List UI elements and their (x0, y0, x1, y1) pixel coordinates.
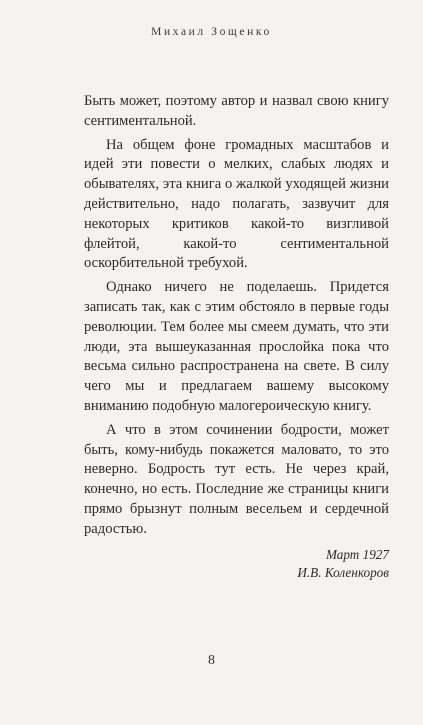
page-number: 8 (208, 653, 215, 668)
paragraph: На общем фоне громадных масштабов и идей эти повести о мелких, слабых людях и обывателях, эта книга о жалкой уходящей жизни действительно, надо полагать, зазвучит для некоторых критиков какой-то визгливой флейтой, какой-то сентиментальной оскорбительной требухой. (84, 136, 389, 272)
signature-block (84, 546, 389, 582)
running-head: Михаил Зощенко (151, 26, 272, 38)
signature-date: Март 1927 (325, 546, 389, 562)
body-text (84, 92, 389, 582)
paragraph: А что в этом сочинении бодрости, может быть, кому-нибудь покажется маловато, то это неверно. Бодрость тут есть. Не через край, конечно, но есть. Последние же страницы книги прямо брызнут полным весельем и сердечной радостью. (84, 421, 389, 537)
paragraph: Быть может, поэтому автор и назвал свою книгу сентиментальной. (84, 93, 389, 129)
signature-author: И.В. Коленкоров (297, 564, 389, 580)
paragraph: Однако ничего не поделаешь. Придется записать так, как с этим обстояло в первые годы революции. Тем более мы смеем думать, что эти люди, эта вышеуказанная прослойка пока что весьма сильно распространена на свете. В силу чего мы и предлагаем вашему высокому вниманию подобную малогероическую книгу. (84, 279, 389, 414)
